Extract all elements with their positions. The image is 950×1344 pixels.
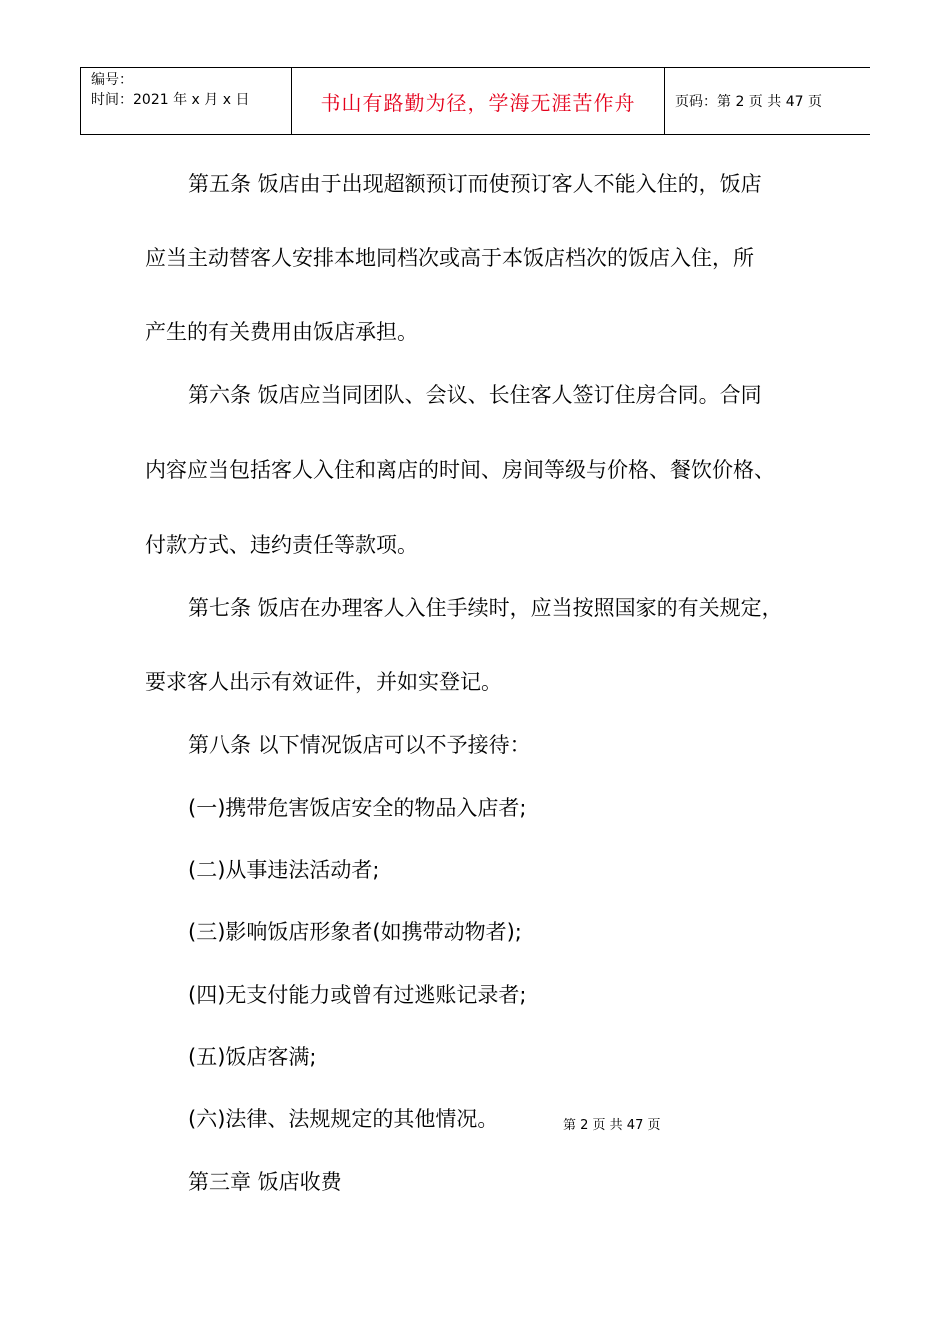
- article-5-line-3: 产生的有关费用由饭店承担。: [145, 320, 418, 344]
- document-time-label: 时间：2021 年 x 月 x 日: [91, 92, 250, 108]
- article-6-line-3: 付款方式、违约责任等款项。: [145, 533, 418, 557]
- article-5-line-1: 第五条 饭店由于出现超额预订而使预订客人不能入住的，饭店: [188, 172, 762, 196]
- list-item-2: (二)从事违法活动者;: [188, 858, 380, 882]
- article-7-line-2: 要求客人出示有效证件，并如实登记。: [145, 670, 502, 694]
- list-item-1: (一)携带危害饭店安全的物品入店者;: [188, 796, 527, 820]
- article-6-line-2: 内容应当包括客人入住和离店的时间、房间等级与价格、餐饮价格、: [145, 458, 775, 482]
- document-number-label: 编号：: [91, 72, 133, 88]
- article-5-line-2: 应当主动替客人安排本地同档次或高于本饭店档次的饭店入住，所: [145, 246, 754, 270]
- document-header: [80, 67, 870, 135]
- header-meta-cell: [81, 68, 292, 135]
- list-item-6: (六)法律、法规规定的其他情况。: [188, 1107, 499, 1131]
- article-7-line-1: 第七条 饭店在办理客人入住手续时，应当按照国家的有关规定，: [188, 596, 783, 620]
- list-item-3: (三)影响饭店形象者(如携带动物者);: [188, 920, 522, 944]
- page-indicator: 页码：第 2 页 共 47 页: [675, 94, 822, 110]
- list-item-4: (四)无支付能力或曾有过逃账记录者;: [188, 983, 527, 1007]
- list-item-5: (五)饭店客满;: [188, 1045, 317, 1069]
- page-footer-number: 第 2 页 共 47 页: [563, 1118, 661, 1133]
- chapter-3-heading: 第三章 饭店收费: [188, 1170, 342, 1194]
- motto-text: 书山有路勤为径，学海无涯苦作舟: [320, 90, 636, 115]
- header-motto-cell: [292, 68, 665, 135]
- article-6-line-1: 第六条 饭店应当同团队、会议、长住客人签订住房合同。合同: [188, 383, 762, 407]
- header-page-cell: [665, 68, 871, 135]
- article-8-heading: 第八条 以下情况饭店可以不予接待：: [188, 733, 531, 757]
